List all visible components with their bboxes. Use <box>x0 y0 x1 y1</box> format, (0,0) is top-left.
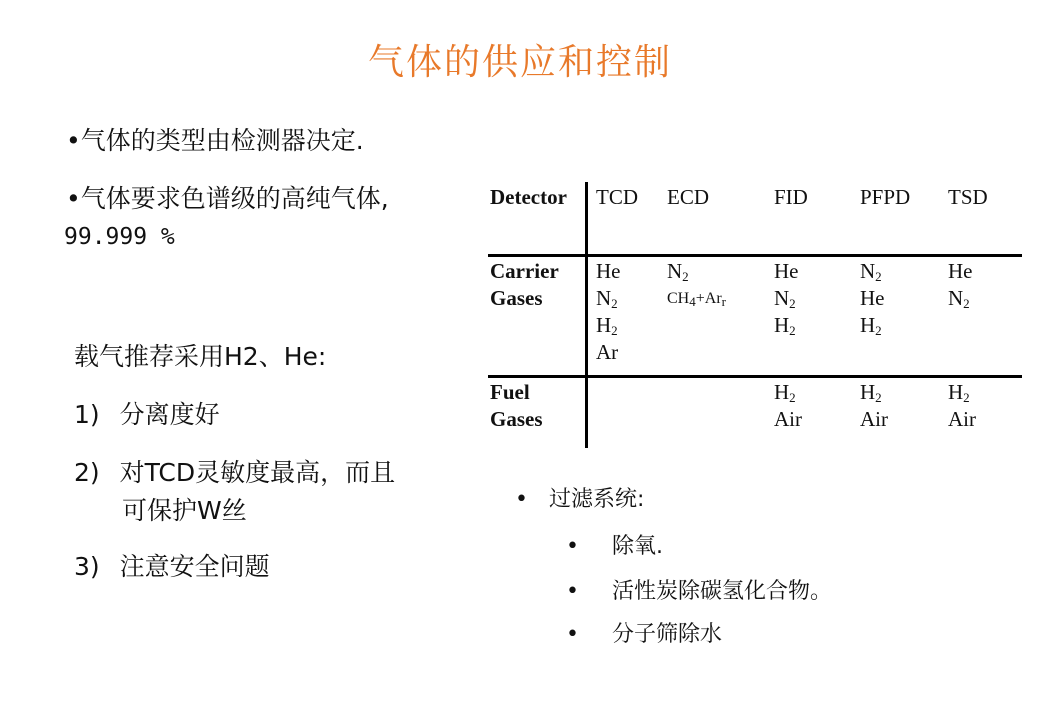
bullet-dot: • <box>566 622 579 647</box>
item-text: 分离度好 <box>119 400 220 429</box>
bullet-dot: • <box>515 487 528 512</box>
fuel-pfpd: $H_2$ Air <box>860 380 888 431</box>
fuel-fid: $H_2$ Air <box>774 380 802 431</box>
recommend-item-1 <box>74 398 220 432</box>
detector-table <box>488 182 1022 450</box>
header-pfpd: PFPD <box>860 185 911 209</box>
recommend-heading: 载气推荐采用H2、He: <box>74 342 327 371</box>
table-rule-carrier <box>488 375 1022 378</box>
filter-item-carbon: • 活性炭除碳氢化合物。 <box>566 579 832 604</box>
item-text: 对TCD灵敏度最高，而且 <box>119 458 396 487</box>
carrier-tsd: He $N_2$ <box>948 259 973 311</box>
header-detector: Detector <box>490 185 567 209</box>
item-number: 2) <box>74 458 100 487</box>
header-tcd: TCD <box>596 185 638 209</box>
bullet-gas-purity: •气体要求色谱级的高纯气体, <box>66 184 389 213</box>
carrier-label: Carrier Gases <box>490 259 559 310</box>
table-rule-header <box>488 254 1022 257</box>
table-vertical-rule <box>585 182 588 448</box>
filter-item-oxygen: • 除氧. <box>566 534 663 559</box>
carrier-tcd: He $N_2$ $H_2$ Ar <box>596 259 621 364</box>
carrier-ecd: $N_2$ $CH_4+Ar_r$ <box>667 259 726 309</box>
carrier-fid: He $N_2$ $H_2$ <box>774 259 799 338</box>
recommend-item-3 <box>74 550 270 584</box>
header-tsd: TSD <box>948 185 988 209</box>
bullet-gas-type: •气体的类型由检测器决定. <box>66 126 364 155</box>
recommend-item-2 <box>74 456 395 490</box>
header-ecd: ECD <box>667 185 709 209</box>
bullet-dot: • <box>566 534 579 559</box>
carrier-pfpd: $N_2$ He $H_2$ <box>860 259 885 338</box>
slide-title: 气体的供应和控制 <box>367 42 672 83</box>
bullet-dot: • <box>566 579 579 604</box>
item-number: 1) <box>74 400 100 429</box>
item-number: 3) <box>74 552 100 581</box>
recommend-item-2-cont: 可保护W丝 <box>122 496 247 525</box>
fuel-tsd: $H_2$ Air <box>948 380 976 431</box>
filter-heading: • 过滤系统: <box>515 487 645 512</box>
item-text: 注意安全问题 <box>119 552 270 581</box>
header-fid: FID <box>774 185 808 209</box>
filter-item-water: • 分子筛除水 <box>566 622 722 647</box>
fuel-label: Fuel Gases <box>490 380 543 431</box>
purity-value: 99.999 % <box>64 224 175 250</box>
